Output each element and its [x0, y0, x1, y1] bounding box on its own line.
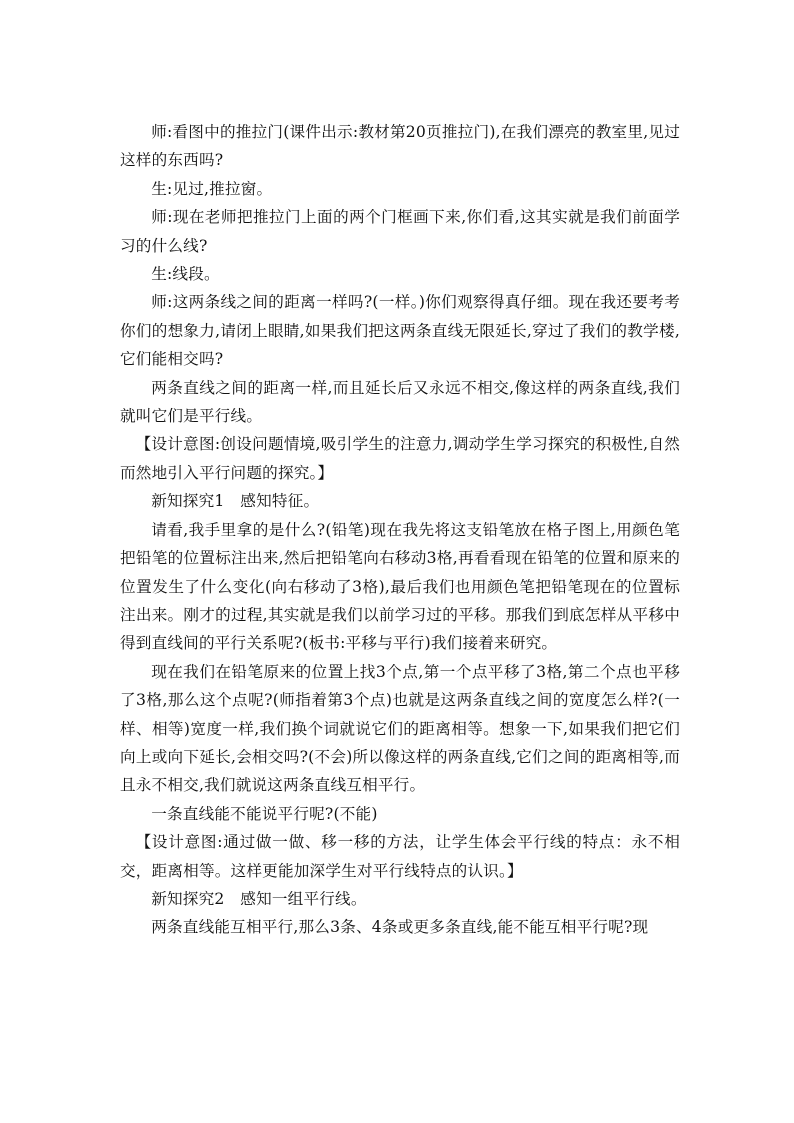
paragraph-multiple-lines: 两条直线能互相平行,那么3条、4条或更多条直线,能不能互相平行呢?现	[151, 918, 649, 937]
paragraph-single-line: 一条直线能不能说平行呢?(不能)	[151, 804, 378, 823]
document-body	[120, 118, 680, 942]
paragraph-student-window: 生:见过,推拉窗。	[151, 179, 273, 198]
paragraph-teacher-door: 师:看图中的推拉门(课件出示:教材第20页推拉门),在我们漂亮的教室里,见过这样的东西吗?	[120, 123, 680, 170]
paragraph-three-points: 现在我们在铅笔原来的位置上找3个点,第一个点平移了3格,第二个点也平移了3格,那么这个点呢?(师指着第3个点)也就是这两条直线之间的宽度怎么样?(一样、相等)宽度一样,我们换个词就说它们的距离相等。想象一下,如果我们把它们向上或向下延长,会相交吗?(不会)所以像这样的两条直线,它们之间的距离相等,而且永不相交,我们就说这两条直线互相平行。	[120, 662, 680, 795]
paragraph-design-intent-1: 【设计意图:创设问题情境,吸引学生的注意力,调动学生学习探究的积极性,自然而然地引入平行问题的探究。】	[120, 435, 680, 482]
paragraph-design-intent-2: 【设计意图:通过做一做、移一移的方法，让学生体会平行线的特点：永不相交，距离相等。这样更能加深学生对平行线特点的认识。】	[120, 833, 680, 880]
paragraph-pencil-translation: 请看,我手里拿的是什么?(铅笔)现在我先将这支铅笔放在格子图上,用颜色笔把铅笔的位置标注出来,然后把铅笔向右移动3格,再看看现在铅笔的位置和原来的位置发生了什么变化(向右移动了3格),最后我们也用颜色笔把铅笔现在的位置标注出来。刚才的过程,其实就是我们以前学习过的平移。那我们到底怎样从平移中得到直线间的平行关系呢?(板书:平移与平行)我们接着来研究。	[120, 520, 680, 653]
paragraph-parallel-definition: 两条直线之间的距离一样,而且延长后又永远不相交,像这样的两条直线,我们就叫它们是平行线。	[120, 378, 680, 426]
paragraph-student-segment: 生:线段。	[151, 265, 220, 284]
paragraph-teacher-distance: 师:这两条线之间的距离一样吗?(一样。)你们观察得真仔细。现在我还要考考你们的想象力,请闭上眼睛,如果我们把这两条直线无限延长,穿过了我们的教学楼,它们能相交吗?	[120, 293, 680, 369]
section-heading-explore-2: 新知探究2 感知一组平行线。	[151, 889, 367, 908]
paragraph-teacher-frame: 师:现在老师把推拉门上面的两个门框画下来,你们看,这其实就是我们前面学习的什么线?	[120, 208, 680, 255]
section-heading-explore-1: 新知探究1 感知特征。	[151, 492, 320, 511]
